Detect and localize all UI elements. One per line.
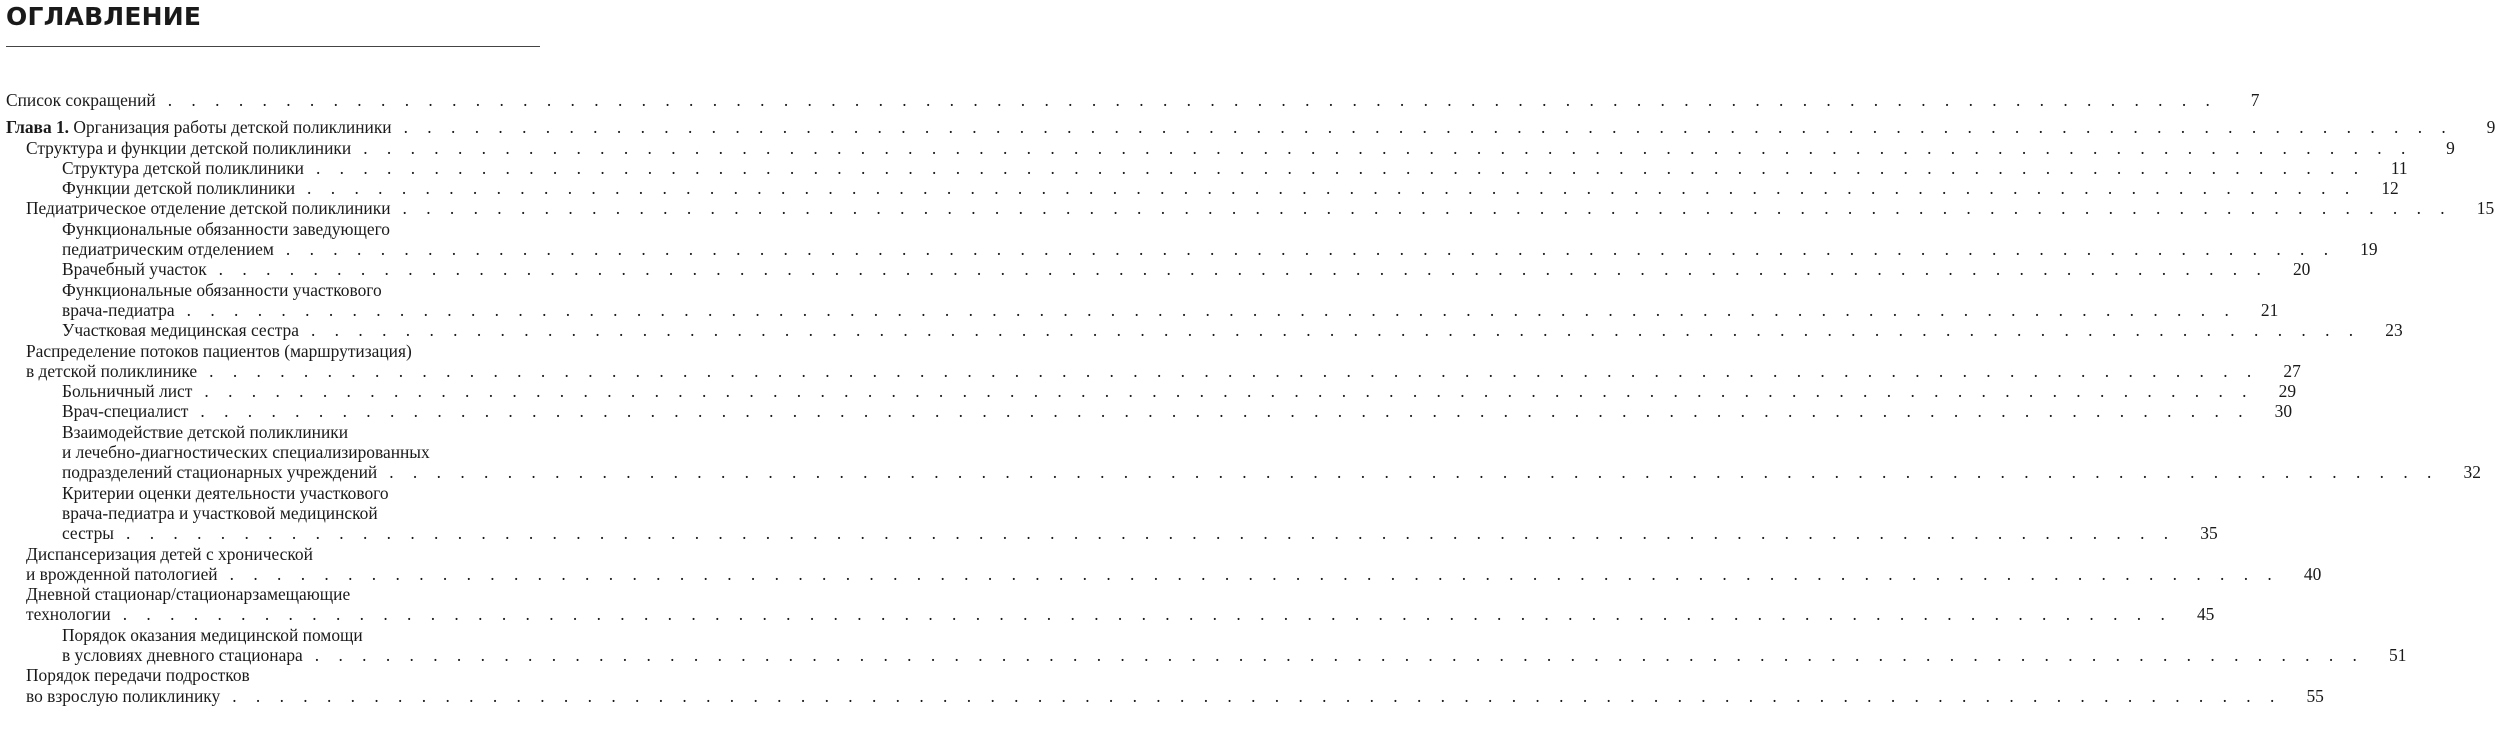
dot-leader: . . . . . . . . . . . . . . . . . . . . . . . . . . . . . . . . . . . . . . . . . . . . . . . . . . . . . . . . . . . . . . . . . . . . . . . . . . . . . . . . . . . . . . . — [126, 523, 2176, 544]
toc-entry-title: Взаимодействие детской поликлиники — [62, 421, 349, 442]
toc-entry-line — [62, 401, 2293, 422]
toc-entry-title: Список сокращений — [6, 90, 156, 110]
toc-entry-line — [62, 442, 546, 462]
toc-entry-line — [62, 625, 546, 645]
toc-entry-line — [26, 341, 546, 361]
dot-leader: . . . . . . . . . . . . . . . . . . . . . . . . . . . . . . . . . . . . . . . . . . . . . . . . . . . . . . . . . . . . . . . . . . . . . . . . . . . . . . . . . . . . . . . — [314, 645, 2365, 666]
toc-entry-line — [62, 462, 2481, 483]
toc-entry-line — [62, 503, 546, 523]
dot-leader: . . . . . . . . . . . . . . . . . . . . . . . . . . . . . . . . . . . . . . . . . . . . . . . . . . . . . . . . . . . . . . . . . . . . . . . . . . . . . . . . . . . . . . . — [204, 381, 2255, 402]
dot-leader: . . . . . . . . . . . . . . . . . . . . . . . . . . . . . . . . . . . . . . . . . . . . . . . . . . . . . . . . . . . . . . . . . . . . . . . . . . . . . . . . . . . . . . . — [218, 259, 2269, 280]
page-number: 15 — [2476, 198, 2495, 219]
dot-leader: . . . . . . . . . . . . . . . . . . . . . . . . . . . . . . . . . . . . . . . . . . . . . . . . . . . . . . . . . . . . . . . . . . . . . . . . . . . . . . . . . . . . . . . — [403, 117, 2454, 138]
toc-entry-line — [62, 381, 2297, 402]
toc-entry[interactable] — [0, 482, 2218, 544]
toc-entry-title: Распределение потоков пациентов (маршрутизация) — [26, 340, 412, 361]
page-title: ОГЛАВЛЕНИЕ — [6, 2, 202, 31]
page-number: 32 — [2463, 462, 2481, 483]
toc-entry-line — [26, 685, 2324, 706]
page-number: 55 — [2306, 685, 2324, 706]
dot-leader: . . . . . . . . . . . . . . . . . . . . . . . . . . . . . . . . . . . . . . . . . . . . . . . . . . . . . . . . . . . . . . . . . . . . . . . . . . . . . . . . . . . . . . . — [167, 90, 2218, 110]
toc-entry-line — [62, 239, 2378, 260]
toc-entry[interactable] — [0, 421, 2481, 483]
dot-leader: . . . . . . . . . . . . . . . . . . . . . . . . . . . . . . . . . . . . . . . . . . . . . . . . . . . . . . . . . . . . . . . . . . . . . . . . . . . . . . . . . . . . . . . — [209, 360, 2259, 381]
toc-entry-title: Функциональные обязанности заведующего — [62, 218, 390, 239]
toc-entry-title: и лечебно-диагностических специализированных — [62, 442, 430, 463]
dot-leader: . . . . . . . . . . . . . . . . . . . . . . . . . . . . . . . . . . . . . . . . . . . . . . . . . . . . . . . . . . . . . . . . . . . . . . . . . . . . . . . . . . . . . . . — [232, 685, 2282, 706]
toc-entry-title: и врожденной патологией — [26, 563, 218, 584]
dot-leader: . . . . . . . . . . . . . . . . . . . . . . . . . . . . . . . . . . . . . . . . . . . . . . . . . . . . . . . . . . . . . . . . . . . . . . . . . . . . . . . . . . . . . . . — [363, 137, 2413, 158]
dot-leader: . . . . . . . . . . . . . . . . . . . . . . . . . . . . . . . . . . . . . . . . . . . . . . . . . . . . . . . . . . . . . . . . . . . . . . . . . . . . . . . . . . . . . . . — [310, 320, 2361, 341]
toc-entry-line — [62, 422, 546, 442]
toc-entry-title: Порядок передачи подростков — [26, 665, 250, 686]
title-divider — [6, 46, 540, 47]
toc-entry-title: сестры — [62, 523, 114, 544]
toc-entry-title: в детской поликлинике — [26, 360, 198, 381]
toc-entry-line — [62, 483, 546, 503]
toc-entry[interactable] — [0, 401, 2293, 422]
toc-entry-line — [62, 259, 2311, 280]
page-number: 11 — [2390, 157, 2408, 178]
toc-entry[interactable] — [0, 218, 2378, 260]
toc-entry-line — [62, 299, 2279, 320]
toc-entry[interactable] — [0, 117, 2496, 138]
dot-leader: . . . . . . . . . . . . . . . . . . . . . . . . . . . . . . . . . . . . . . . . . . . . . . . . . . . . . . . . . . . . . . . . . . . . . . . . . . . . . . . . . . . . . . . — [402, 198, 2453, 219]
toc-entry-title: Порядок оказания медицинской помощи — [62, 624, 363, 645]
page-number: 23 — [2385, 320, 2403, 341]
dot-leader: . . . . . . . . . . . . . . . . . . . . . . . . . . . . . . . . . . . . . . . . . . . . . . . . . . . . . . . . . . . . . . . . . . . . . . . . . . . . . . . . . . . . . . . — [200, 401, 2251, 422]
page-number: 20 — [2292, 259, 2311, 280]
toc-entry-title: врача-педиатра и участковой медицинской — [62, 502, 378, 523]
page-number: 30 — [2274, 401, 2293, 422]
toc-entry[interactable] — [0, 381, 2297, 402]
table-of-contents — [0, 90, 2496, 706]
dot-leader: . . . . . . . . . . . . . . . . . . . . . . . . . . . . . . . . . . . . . . . . . . . . . . . . . . . . . . . . . . . . . . . . . . . . . . . . . . . . . . . . . . . . . . . — [229, 563, 2280, 584]
page-number: 21 — [2260, 299, 2279, 320]
toc-entry[interactable] — [0, 90, 2260, 110]
page-number: 45 — [2196, 604, 2215, 625]
toc-entry-title: Дневной стационар/стационарзамещающие — [26, 584, 351, 605]
chapter-number: Глава 1. — [6, 117, 70, 138]
toc-entry-title: Педиатрическое отделение детской поликлиники — [26, 198, 391, 219]
toc-entry[interactable] — [0, 665, 2324, 706]
toc-entry-line — [62, 320, 2403, 341]
toc-entry-title: во взрослую поликлинику — [26, 685, 221, 706]
toc-entry-line — [62, 280, 546, 300]
dot-leader: . . . . . . . . . . . . . . . . . . . . . . . . . . . . . . . . . . . . . . . . . . . . . . . . . . . . . . . . . . . . . . . . . . . . . . . . . . . . . . . . . . . . . . . — [122, 604, 2173, 625]
page-number: 7 — [2250, 90, 2260, 110]
toc-entry-line — [26, 563, 2322, 584]
toc-entry-line — [62, 178, 2399, 199]
toc-entry-title: Функциональные обязанности участкового — [62, 279, 382, 300]
toc-entry-line — [26, 544, 546, 564]
toc-entry-title: в условиях дневного стационара — [62, 645, 303, 666]
toc-entry[interactable] — [0, 178, 2399, 199]
toc-entry-title: Диспансеризация детей с хронической — [26, 543, 313, 564]
toc-entry-line — [26, 198, 2495, 219]
page-number: 9 — [2486, 117, 2496, 138]
toc-entry[interactable] — [0, 137, 2455, 158]
toc-entry[interactable] — [0, 584, 2215, 625]
toc-entry[interactable] — [0, 259, 2311, 280]
toc-entry[interactable] — [0, 198, 2495, 219]
toc-entry-line — [26, 665, 546, 685]
toc-entry-line — [26, 360, 2301, 381]
toc-entry-title: Критерии оценки деятельности участкового — [62, 482, 389, 503]
toc-entry-line — [6, 117, 2496, 138]
toc-entry[interactable] — [0, 624, 2407, 666]
toc-entry-title: Участковая медицинская сестра — [62, 320, 299, 341]
page-number: 27 — [2283, 360, 2301, 381]
toc-entry[interactable] — [0, 543, 2322, 585]
toc-entry-title: подразделений стационарных учреждений — [62, 462, 378, 483]
page-number: 51 — [2389, 645, 2407, 666]
toc-entry-line — [62, 523, 2218, 544]
toc-entry-line — [62, 157, 2408, 178]
toc-entry-title: Врачебный участок — [62, 259, 207, 280]
toc-entry-title: Больничный лист — [62, 381, 193, 402]
toc-entry-title: Структура и функции детской поликлиники — [26, 137, 352, 158]
dot-leader: . . . . . . . . . . . . . . . . . . . . . . . . . . . . . . . . . . . . . . . . . . . . . . . . . . . . . . . . . . . . . . . . . . . . . . . . . . . . . . . . . . . . . . . — [307, 178, 2357, 199]
toc-entry-title: врача-педиатра — [62, 299, 175, 320]
page-number: 12 — [2381, 178, 2399, 199]
toc-entry-line — [62, 645, 2407, 666]
page-number: 35 — [2200, 523, 2218, 544]
toc-entry-title: Врач-специалист — [62, 401, 189, 422]
page-number: 9 — [2446, 137, 2455, 158]
toc-entry[interactable] — [0, 157, 2408, 178]
toc-entry-title: Структура детской поликлиники — [62, 157, 304, 178]
toc-entry-title: педиатрическим отделением — [62, 239, 274, 260]
page-number: 29 — [2278, 381, 2297, 402]
toc-entry-title: Организация работы детской поликлиники — [73, 117, 392, 138]
toc-entry-line — [26, 584, 546, 604]
toc-entry-title: технологии — [26, 604, 111, 625]
page-number: 19 — [2360, 239, 2378, 260]
toc-entry[interactable] — [0, 279, 2279, 321]
toc-entry[interactable] — [0, 340, 2301, 382]
dot-leader: . . . . . . . . . . . . . . . . . . . . . . . . . . . . . . . . . . . . . . . . . . . . . . . . . . . . . . . . . . . . . . . . . . . . . . . . . . . . . . . . . . . . . . . — [186, 299, 2237, 320]
toc-entry-line — [62, 219, 546, 239]
toc-entry[interactable] — [0, 320, 2403, 341]
page-number: 40 — [2303, 563, 2322, 584]
toc-entry-line — [26, 604, 2215, 625]
toc-entry-line — [26, 137, 2455, 158]
dot-leader: . . . . . . . . . . . . . . . . . . . . . . . . . . . . . . . . . . . . . . . . . . . . . . . . . . . . . . . . . . . . . . . . . . . . . . . . . . . . . . . . . . . . . . . — [315, 157, 2366, 178]
dot-leader: . . . . . . . . . . . . . . . . . . . . . . . . . . . . . . . . . . . . . . . . . . . . . . . . . . . . . . . . . . . . . . . . . . . . . . . . . . . . . . . . . . . . . . . — [389, 462, 2439, 483]
toc-entry-line — [6, 90, 2260, 110]
toc-entry-title: Функции детской поликлиники — [62, 178, 296, 199]
dot-leader: . . . . . . . . . . . . . . . . . . . . . . . . . . . . . . . . . . . . . . . . . . . . . . . . . . . . . . . . . . . . . . . . . . . . . . . . . . . . . . . . . . . . . . . — [285, 239, 2336, 260]
